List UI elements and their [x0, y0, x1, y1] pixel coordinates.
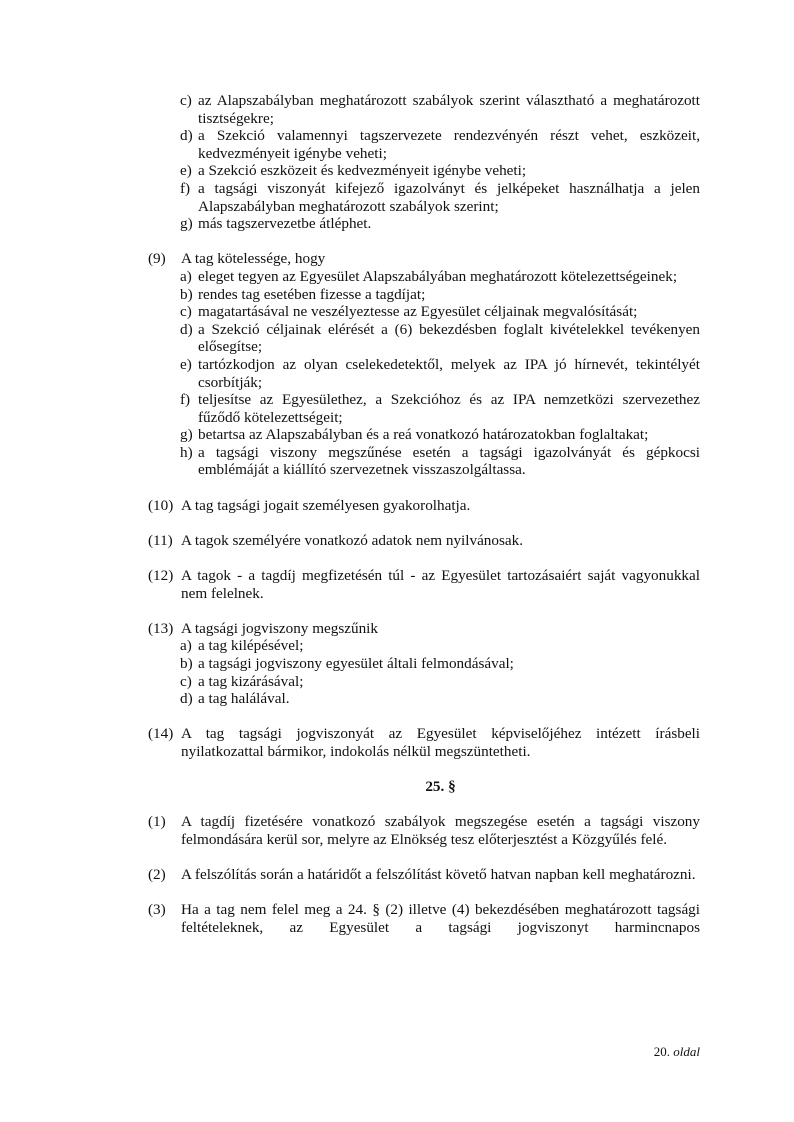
paragraph-number: (13): [148, 619, 174, 637]
item-label: c): [180, 303, 192, 321]
page-label: oldal: [673, 1044, 700, 1059]
paragraph-12: [148, 567, 700, 602]
paragraph-text: A felszólítás során a határidőt a felszólítást követő hatvan napban kell meghatározni.: [181, 866, 696, 884]
item-text: a tagsági viszony megszűnése esetén a tagsági igazolványát és gépkocsi emblémáját a kiállító szervezetnek visszaszolgáltassa.: [198, 443, 700, 479]
item-text: rendes tag esetében fizesse a tagdíjat;: [198, 285, 426, 303]
continued-rights-list: [148, 92, 700, 233]
list-item: [148, 92, 700, 127]
list-item: [148, 444, 700, 479]
spacer: [148, 796, 700, 814]
item-text: a tag halálával.: [198, 690, 290, 708]
list-item: [148, 180, 700, 215]
paragraph-text: A tagok személyére vonatkozó adatok nem nyilvánosak.: [181, 531, 524, 549]
paragraph-number: (14): [148, 725, 174, 743]
spacer: [148, 233, 700, 251]
paragraph-11: [148, 532, 700, 550]
paragraph-text: A tagok - a tagdíj megfizetésén túl - az Egyesület tartozásaiért saját vagyonukkal nem felelnek.: [181, 567, 700, 602]
list-item: [148, 162, 700, 180]
item-label: d): [180, 320, 193, 338]
paragraph-number: (11): [148, 531, 173, 549]
paragraph-text: A tag tagsági jogviszonyát az Egyesület képviselőjéhez intézett írásbeli nyilatkozattal bármikor, indokolás nélkül megszüntetheti.: [181, 725, 700, 760]
spacer: [148, 549, 700, 567]
spacer: [148, 849, 700, 867]
spacer: [148, 884, 700, 902]
item-label: d): [180, 690, 193, 708]
item-text: a tagsági jogviszony egyesület általi felmondásával;: [198, 655, 514, 672]
paragraph-number: (10): [148, 496, 174, 514]
page-content: [148, 92, 700, 937]
item-label: a): [180, 637, 192, 655]
spacer: [148, 602, 700, 620]
paragraph-text: A tagsági jogviszony megszűnik: [181, 619, 378, 637]
paragraph-10: [148, 497, 700, 515]
item-text: a Szekció céljainak elérését a (6) bekezdésben foglalt kivételekkel tevékenyen elősegítse;: [198, 320, 700, 356]
item-label: f): [180, 179, 191, 197]
item-label: c): [180, 92, 192, 109]
item-label: f): [180, 391, 191, 409]
spacer: [148, 708, 700, 726]
paragraph-number: (2): [148, 866, 166, 884]
section-title: 25. §: [425, 778, 456, 796]
item-label: a): [180, 267, 192, 285]
paragraph-13: [148, 620, 700, 638]
list-item: [148, 637, 700, 655]
paragraph-number: (3): [148, 901, 166, 919]
page-number: 20.: [653, 1044, 671, 1059]
item-text: a tag kizárásával;: [198, 672, 304, 690]
paragraph-text: A tag tagsági jogait személyesen gyakorolhatja.: [181, 496, 471, 514]
list-item: [148, 356, 700, 391]
item-text: tartózkodjon az olyan cselekedetektől, melyek az IPA jó hírnevét, tekintélyét csorbítják;: [198, 355, 700, 391]
paragraph-9: [148, 250, 700, 268]
spacer: [148, 514, 700, 532]
item-text: teljesítse az Egyesülethez, a Szekcióhoz és az IPA nemzetközi szervezethez fűződő kötelezettségeit;: [198, 391, 700, 426]
list-item: [148, 127, 700, 162]
item-text: eleget tegyen az Egyesület Alapszabályában meghatározott kötelezettségeinek;: [198, 267, 678, 285]
obligations-list: [148, 268, 700, 479]
page-footer: [654, 1043, 700, 1061]
spacer: [148, 479, 700, 497]
item-text: magatartásával ne veszélyeztesse az Egyesület céljainak megvalósítását;: [198, 303, 638, 321]
paragraph-number: (12): [148, 567, 174, 585]
item-text: a Szekció valamennyi tagszervezete rendezvényén részt vehet, eszközeit, kedvezményeit igénybe veheti;: [198, 127, 700, 162]
item-label: b): [180, 285, 193, 303]
item-label: h): [180, 443, 193, 461]
item-label: e): [180, 355, 192, 373]
list-item: [148, 303, 700, 321]
section-25-paragraph-2: [148, 866, 700, 884]
item-label: e): [180, 162, 192, 180]
item-label: c): [180, 672, 192, 690]
list-item: [148, 655, 700, 673]
list-item: [148, 321, 700, 356]
paragraph-number: (1): [148, 813, 166, 831]
list-item: [148, 690, 700, 708]
item-text: az Alapszabályban meghatározott szabályok szerint választható a meghatározott tisztségekre;: [198, 92, 700, 127]
item-text: más tagszervezetbe átléphet.: [198, 215, 372, 233]
item-label: g): [180, 215, 193, 233]
list-item: [148, 673, 700, 691]
item-text: a tag kilépésével;: [198, 637, 304, 655]
termination-list: [148, 637, 700, 707]
paragraph-text: Ha a tag nem felel meg a 24. § (2) illetve (4) bekezdésében meghatározott tagsági feltételeknek, az Egyesület a tagsági jogviszonyt harmincnapos: [181, 901, 700, 936]
item-text: a tagsági viszonyát kifejező igazolványt és jelképeket használhatja a jelen Alapszabályban meghatározott szabályok szerint;: [198, 179, 700, 215]
item-label: g): [180, 426, 193, 444]
section-25-paragraph-3: [148, 901, 700, 936]
item-text: a Szekció eszközeit és kedvezményeit igénybe veheti;: [198, 162, 527, 180]
paragraph-number: (9): [148, 250, 166, 268]
list-item: [148, 426, 700, 444]
list-item: [148, 391, 700, 426]
paragraph-text: A tag kötelessége, hogy: [181, 250, 326, 268]
item-text: betartsa az Alapszabályban és a reá vonatkozó határozatokban foglaltakat;: [198, 426, 649, 444]
list-item: [148, 215, 700, 233]
section-25-paragraph-1: [148, 813, 700, 848]
list-item: [148, 286, 700, 304]
spacer: [148, 761, 700, 779]
item-label: b): [180, 655, 193, 672]
paragraph-14: [148, 725, 700, 760]
item-label: d): [180, 127, 193, 145]
paragraph-text: A tagdíj fizetésére vonatkozó szabályok megszegése esetén a tagsági viszony felmondására kerül sor, melyre az Elnökség tesz előterjesztést a Közgyűlés felé.: [181, 813, 700, 848]
list-item: [148, 268, 700, 286]
